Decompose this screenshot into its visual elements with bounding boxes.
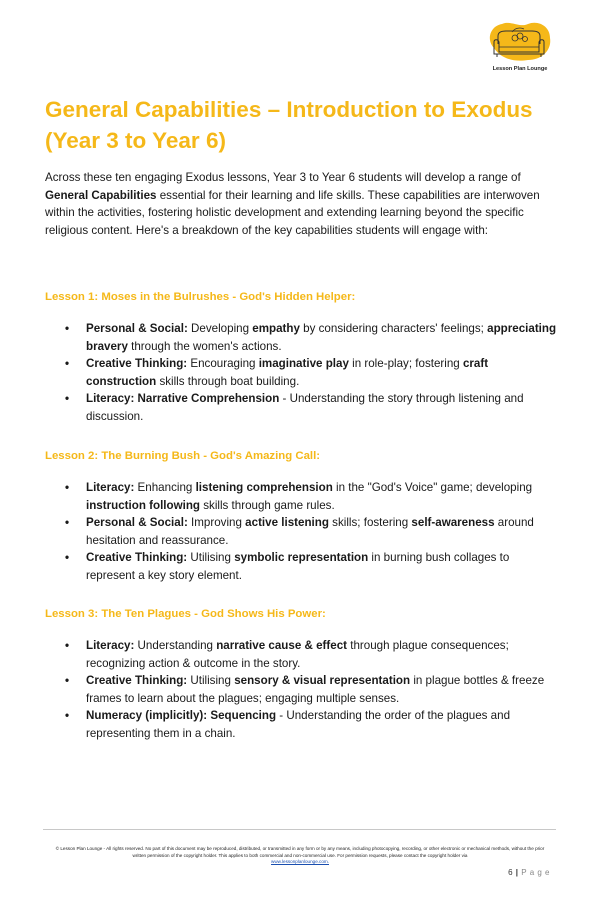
bold-text: imaginative play [258,357,349,370]
lesson-heading: Lesson 3: The Ten Plagues - God Shows His Power: [45,608,326,620]
bold-text: instruction following [86,498,200,512]
body-text: skills; fostering [328,516,412,529]
body-text: Enhancing [134,481,196,494]
body-text: - Understanding the story through listening and discussion. [86,392,524,423]
bold-text: Literacy: [86,481,135,494]
lesson-section-1 [45,290,557,425]
bold-text: Literacy: [86,639,135,652]
bold-text: empathy [252,322,300,335]
intro-paragraph [45,169,557,239]
body-text: Improving [187,516,246,529]
bold-text: Personal & Social: [86,516,188,529]
lesson-section-2 [45,449,557,584]
bold-text: appreciating bravery [86,322,557,353]
lesson-heading: Lesson 2: The Burning Bush - God's Amazing Call: [45,450,321,462]
bold-text: Literacy: Narrative Comprehension [86,392,280,405]
copyright-footer [50,846,550,866]
capability-item [45,320,557,355]
brand-logo [484,18,556,76]
bold-text: listening comprehension [195,481,333,494]
capability-item [45,390,557,425]
page-separator: | [515,868,519,877]
bold-text: symbolic representation [234,551,369,564]
body-text: in the "God's Voice" game; developing [332,481,533,494]
bold-text: sensory & visual representation [234,674,411,687]
body-text: in plague bottles & freeze frames to learn about the plagues; engaging multiple senses. [86,674,545,705]
body-text: Encouraging [187,357,259,370]
body-text: Understanding [134,639,217,652]
capability-item [45,514,557,549]
bold-text: active listening [245,516,329,529]
body-text: Utilising [187,674,235,687]
body-text: around hesitation and reassurance. [86,516,534,547]
capability-item [45,549,557,584]
capability-list [45,479,557,584]
capability-item [45,637,557,672]
capability-item [45,355,557,390]
bold-text: Personal & Social: [86,322,188,335]
lesson-heading: Lesson 1: Moses in the Bulrushes - God's Hidden Helper: [45,291,356,303]
body-text: skills through boat building. [156,374,300,388]
page-title: General Capabilities – Introduction to Exodus (Year 3 to Year 6) [45,97,533,153]
body-text: through plague consequences; recognizing action & outcome in the story. [86,639,509,670]
bold-text: Creative Thinking: [86,551,188,564]
bold-text: General Capabilities [45,188,157,202]
capability-list [45,320,557,425]
bullet-icon: • [65,639,70,652]
page-label: P a g e [521,868,550,877]
bullet-icon: • [65,516,70,529]
body-text: essential for their learning and life skills. These capabilities are interwoven within the activities, fostering holistic development and extending learning beyond the specific religious content. Here's a breakdown of the key capabilities students will engage with: [45,188,540,237]
page-number [508,868,550,877]
bold-text: Creative Thinking: [86,357,188,370]
bullet-icon: • [65,392,70,405]
bullet-icon: • [65,481,70,494]
lesson-section-3 [45,607,557,742]
bold-text: Creative Thinking: [86,674,188,687]
capability-item [45,479,557,514]
body-text: skills through game rules. [200,498,335,512]
brand-name: Lesson Plan Lounge [492,66,548,72]
bullet-icon: • [65,322,70,335]
body-text: Developing [187,322,253,335]
bullet-icon: • [65,709,70,722]
copyright-text: © Lesson Plan Lounge - All rights reserved. No part of this document may be reproduced, distributed, or transmitted in any form or by any means, including photocopying, recording, or other electronic or mechanical methods, without the prior written permission of the copyright holder. This applies to both commercial and non-commercial use. For permission requests, please contact the copyright holder via [55,846,545,858]
body-text: in role-play; fostering [348,357,463,370]
body-text: - Understanding the order of the plagues and representing them in a chain. [86,709,511,740]
body-text: in burning bush collages to represent a key story element. [86,551,510,582]
bold-text: craft construction [86,357,489,388]
body-text: through the women's actions. [127,339,282,353]
bold-text: self-awareness [411,516,495,529]
bullet-icon: • [65,357,70,370]
capability-item [45,707,557,742]
bullet-icon: • [65,674,70,687]
body-text: Utilising [187,551,235,564]
bold-text: narrative cause & effect [216,639,348,652]
sofa-logo-icon [484,18,556,66]
page-number-value: 6 [508,868,514,877]
footer-divider [43,829,556,830]
capability-item [45,672,557,707]
website-link[interactable]: www.lessonplanlounge.com. [271,859,329,865]
body-text: Across these ten engaging Exodus lessons, Year 3 to Year 6 students will develop a range of [45,171,521,184]
bold-text: Numeracy (implicitly): Sequencing [86,709,277,722]
bullet-icon: • [65,551,70,564]
capability-list [45,637,557,742]
body-text: by considering characters' feelings; [299,322,488,335]
